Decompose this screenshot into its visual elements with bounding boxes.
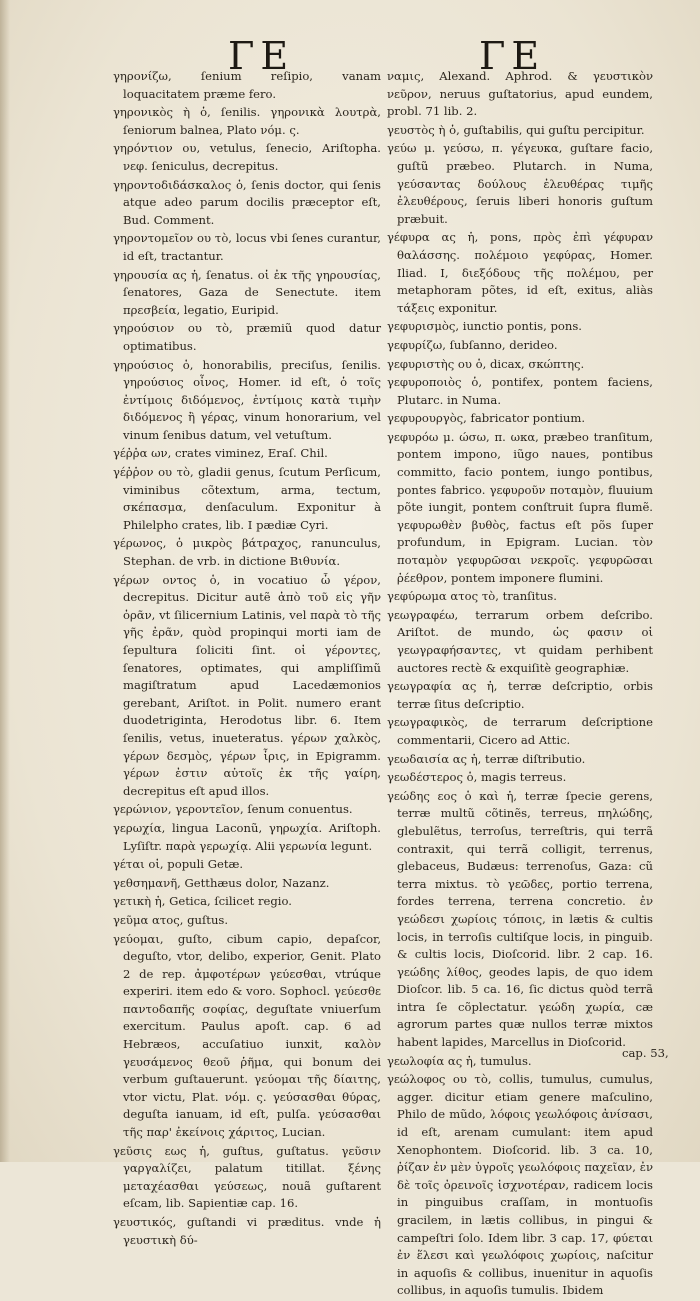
dictionary-entry: γηρουσία ας ἡ, ſenatus. οἱ ἐκ τῆς γηρουσίας, ſenatores, Gaza de Senectute. item πρεσβεία, legatio, Euripid.: [113, 267, 381, 317]
dictionary-entry: γηρούσιος ὁ, honorabilis, preciſus, ſenilis. γηρούσιος οἶνος, Homer. id eſt, ὁ τοῖς ἐντίμοις διδόμενος, ἐντίμοις κατὰ τιμὴν διδόμενος ἢ γέρας, vinum honorarium, vel vinum ſenibus datum, vel vetuſtum.: [113, 357, 381, 442]
dictionary-entry: γεωδέστερος ὁ, magis terreus.: [387, 770, 567, 785]
dictionary-entry: γεῦσις εως ἡ, guſtus, guſtatus. γεῦσιν γαργαλίζει, palatum titillat. ξένης μεταχέασθαι γεύσεως, nouã guſtarent eſcam, lib. Sapientiæ cap. 16.: [113, 1143, 381, 1211]
dictionary-entry: γεφυροποιὸς ὁ, pontifex, pontem faciens, Plutarc. in Numa.: [387, 375, 653, 407]
running-head-left: ΓΕ: [228, 34, 295, 78]
dictionary-entry: γεφυριστὴς ου ὁ, dicax, σκώπτης.: [387, 356, 585, 371]
running-head-right: ΓΕ: [479, 34, 546, 78]
dictionary-entry: γεωγραφικὸς, de terrarum deſcriptione commentarii, Cicero ad Attic.: [387, 715, 653, 747]
dictionary-entry: γεφυρουργὸς, fabricator pontium.: [387, 411, 586, 426]
dictionary-entry: γέῤῥον ου τὸ, gladii genus, ſcutum Perſicum, viminibus cõtextum, arma, tectum, σκέπασμα, denſaculum. Exponitur à Philelpho crates, lib. I pædiæ Cyri.: [113, 465, 381, 532]
dictionary-entry: γέρων οντος ὁ, in vocatiuo ὦ γέρον, decrepitus. Dicitur autẽ ἀπὸ τοῦ εἰς γῆν ὁρᾶν, vt ſilicernium Latinis, vel παρὰ τὸ τῆς γῆς ἐρᾶν, quòd propinqui morti iam de ſepultura ſoliciti ſint. οἱ γέροντες, ſenatores, optimates, qui ampliſſimũ magiſtratum apud Lacedæmonios gerebant, Ariſtot. in Polit. numero erant duodetriginta, Herodotus libr. 6. Item ſenilis, vetus, inueteratus. γέρων χαλκὸς, γέρων δεσμὸς, γέρων ἶρις, in Epigramm. γέρων ἐστιν αὐτοῖς ἐκ τῆς γαίρη, decrepitus eſt apud illos.: [113, 572, 381, 798]
dictionary-entry: γεφυρίζω, ſubſanno, derideo.: [387, 337, 558, 352]
dictionary-entry: γεφυρισμὸς, iunctio pontis, pons.: [387, 319, 582, 334]
dictionary-entry: γηρονίζω, ſenium reſipio, vanam loquacitatem præme fero.: [113, 69, 381, 101]
dictionary-entry: γεώλοφος ου τὸ, collis, tumulus, cumulus, agger. dicitur etiam genere maſculino, Philo de mũdo, λόφοις γεωλόφοις ἀνίσασι, id eſt, arenam cumulant: item apud Xenophontem. Dioſcorid. lib. 3 ca. 10, ῥίζαν ἐν μὲν ὑγροῖς γεωλόφοις παχεῖαν, ἐν δὲ τοῖς ὀρεινοῖς ἰσχνοτέραν, radicem locis in pinguibus craſſam, in montuoſis gracilem, in lætis collibus, in pingui & campeſtri ſolo. Idem libr. 3 cap. 17, φύεται ἐν ἕλεσι καὶ γεωλόφοις χωρίοις, naſcitur in aquoſis & collibus, inuenitur in aquoſis collibus, in aquoſis tumulis. Ibidem: [387, 1072, 653, 1298]
dictionary-entry: γεφυρόω μ. ώσω, π. ωκα, præbeo tranſitum, pontem impono, iũgo naues, pontibus committo, facio pontem, iungo pontibus, pontes fabrico. γεφυροῦν ποταμὸν, fluuium põte iungit, pontem conſtruit ſupra flumẽ. γεφυρωθὲν βυθὸς, factus eſt põs ſuper profundum, in Epigram. Lucian. τὸν ποταμὸν γεφυρῶσαι νεκροῖς. γεφυρῶσαι ῥέεθρον, pontem imponere flumini.: [387, 429, 653, 585]
dictionary-entry: γευστὸς ὴ ὁ, guſtabilis, qui guſtu percipitur.: [387, 122, 645, 137]
dictionary-entry: γερωχία, lingua Laconũ, γηρωχία. Ariſtoph. Lyſiſtr. παρὰ γερωχίᾳ. Alii γερωνία legunt.: [113, 820, 381, 853]
dictionary-entry: γετικὴ ἡ, Getica, ſcilicet regio.: [113, 894, 292, 909]
dictionary-entry: γερώνιον, γεροντεῖον, ſenum conuentus.: [113, 802, 353, 817]
dictionary-entry: γεῦμα ατος, guſtus.: [113, 912, 229, 927]
dictionary-entry: γέφυρα ας ἡ, pons, πρὸς ἐπὶ γέφυραν θαλάσσης. πολέμοιο γεφύρας, Homer. Iliad. I, διεξόδους τῆς πολέμου, per metaphoram põtes, id eſt, exitus, aliàs τάξεις exponitur.: [387, 230, 653, 315]
dictionary-entry: γεύω μ. γεύσω, π. γέγευκα, guſtare facio, guſtũ præbeo. Plutarch. in Numa, γεύσαντας δούλους ἐλευθέρας τιμῆς ἐλευθέρους, ſeruis liberi honoris guſtum præbuit.: [387, 141, 653, 226]
dictionary-entry: γέρωνος, ὁ μικρὸς βάτραχος, ranunculus, Stephan. de vrb. in dictione Βιθυνία.: [113, 536, 381, 569]
dictionary-entry: γεωδαισία ας ἡ, terræ diſtributio.: [387, 751, 586, 766]
dictionary-entry: γηρούσιον ου τὸ, præmiũ quod datur optimatibus.: [113, 321, 381, 353]
left-column: [113, 68, 381, 1250]
catchword: cap. 53,: [622, 1046, 669, 1060]
dictionary-entry: γηροντομεῖον ου τὸ, locus vbi ſenes curantur, id eſt, tractantur.: [113, 231, 381, 263]
dictionary-entry: γευστικός, guſtandi vi præditus. vnde ἡ γευστικὴ δύ-: [113, 1215, 381, 1247]
dictionary-entry: γέῤῥα ων, crates viminez, Eraſ. Chil.: [113, 446, 328, 461]
page-gutter-shadow: [0, 0, 10, 1162]
dictionary-entry: γεύομαι, guſto, cibum capio, depaſcor, deguſto, vtor, delibo, experior, Genit. Plato 2 de rep. ἀμφοτέρων γεύεσθαι, vtrúque experiri. item edo & voro. Sophocl. γεύεσθε παντοδαπῆς σοφίας, deguſtate vniuerſum exercitum. Paulus apoſt. cap. 6 ad Hebræos, accuſatiuo iunxit, καλὸν γευσάμενος θεοῦ ῥῆμα, qui bonum dei verbum guſtauerunt. γεύομαι τῆς δίαιτης, vtor victu, Plat. νόμ. ς. γεύσασθαι θύρας, deguſta ianuam, id eſt, pulſa. γεύσασθαι τῆς παρ' ἐκείνοις χάριτος, Lucian.: [113, 931, 381, 1140]
dictionary-entry: γεωγραφέω, terrarum orbem deſcribo. Ariſtot. de mundo, ὡς φασιν οἱ γεωγραφήσαντες, vt quidam perhibent auctores rectè & exquiſitè geographiæ.: [387, 607, 653, 675]
right-column: [387, 68, 653, 1301]
dictionary-entry: γέται οἱ, populi Getæ.: [113, 857, 244, 872]
dictionary-entry: γεωλοφία ας ἡ, tumulus.: [387, 1053, 532, 1068]
dictionary-entry: γηρόντιον ου, vetulus, ſenecio, Ariſtopha. νεφ. ſeniculus, decrepitus.: [113, 141, 381, 173]
dictionary-entry: γεφύρωμα ατος τὸ, tranſitus.: [387, 589, 557, 604]
dictionary-entry-continued: ναμις, Alexand. Aphrod. & γευστικὸν νεῦρον, neruus guſtatorius, apud eundem, probl. 71 lib. 2.: [387, 69, 653, 119]
dictionary-entry: γεώδης εος ὁ καὶ ἡ, terræ ſpecie gerens, terræ multũ cõtinẽs, terreus, πηλώδης, glebulẽtus, terroſus, terreſtris, qui terrã contraxit, qui terrã colligit, terrenus, glebaceus, Budæus: terrenoſus, Gaza: cũ terra mixtus. τὸ γεῶδες, portio terrena, fordes terrena, terrena concretio. ἐν γεώδεσι χωρίοις τόποις, in lætis & cultis locis, in terroſis cultiſque locis, in pinguib. & cultis locis, Dioſcorid. libr. 2 cap. 16. γεώδης λίθος, geodes lapis, de quo idem Dioſcor. lib. 5 ca. 16, ſic dictus quòd terrã intra ſe cõplectatur. γεώδη χωρία, cæ agrorum partes quæ nullos terræ mixtos habent lapides, Marcellus in Dioſcorid.: [387, 788, 653, 1050]
dictionary-entry: γηρονικὸς ὴ ὁ, ſenilis. γηρονικὰ λουτρὰ, ſeniorum balnea, Plato νόμ. ς.: [113, 105, 381, 137]
dictionary-entry: γεθσημανῆ, Getthæus dolor, Nazanz.: [113, 875, 330, 890]
dictionary-entry: γεωγραφία ας ἡ, terræ deſcriptio, orbis terræ ſitus deſcriptio.: [387, 679, 653, 711]
dictionary-entry: γηροντοδιδάσκαλος ὁ, ſenis doctor, qui ſenis atque adeo parum docilis præceptor eſt, Bud. Comment.: [113, 177, 381, 227]
